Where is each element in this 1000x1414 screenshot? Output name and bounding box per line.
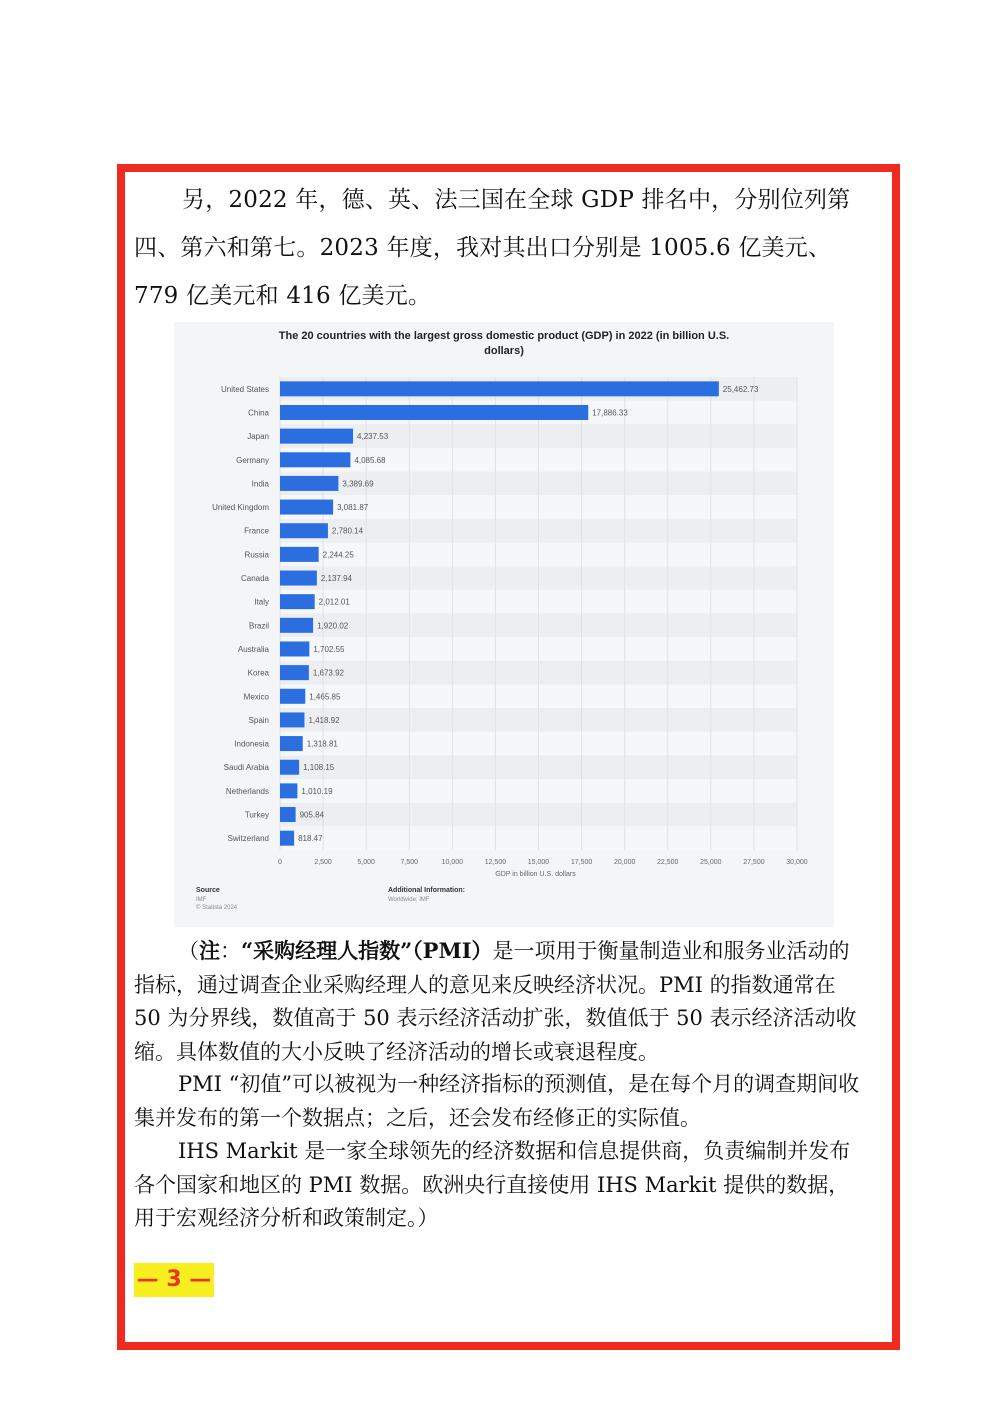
- chart-bar: [280, 571, 317, 586]
- chart-bar: [280, 618, 313, 633]
- chart-value-label: 2,137.94: [320, 574, 352, 584]
- chart-bar: [280, 405, 588, 420]
- note-p1-text: 是一项用于衡量制造业和服务业活动的指标，通过调查企业采购经理人的意见来反映经济状况。PMI 的指数通常在 50 为分界线，数值高于 50 表示经济活动扩张，数值低于 50 表示经济活动收缩。具体数值的大小反映了经济活动的增长或衰退程度。: [134, 939, 857, 1064]
- chart-category-label: Russia: [244, 550, 269, 560]
- chart-category-label: Korea: [247, 668, 269, 678]
- chart-category-label: Indonesia: [234, 739, 269, 749]
- chart-bar: [280, 476, 338, 491]
- chart-value-label: 1,318.81: [306, 739, 338, 749]
- chart-bar: [280, 783, 297, 798]
- chart-bar: [280, 523, 328, 538]
- chart-x-axis-label: GDP in billion U.S. dollars: [495, 871, 576, 878]
- chart-bar: [280, 547, 319, 562]
- chart-title: The 20 countries with the largest gross domestic product (GDP) in 2022 (in billion U.S.: [278, 330, 730, 342]
- chart-value-label: 1,010.19: [301, 786, 333, 796]
- chart-category-label: China: [248, 408, 269, 418]
- chart-value-label: 1,418.92: [308, 715, 340, 725]
- note-paragraph-2: PMI “初值”可以被视为一种经济指标的预测值，是在每个月的调查期间收集并发布的第一个数据点；之后，还会发布经修正的实际值。: [134, 1072, 860, 1130]
- chart-category-label: Netherlands: [225, 786, 269, 796]
- chart-x-tick-label: 0: [278, 859, 282, 866]
- chart-category-label: United States: [220, 384, 269, 394]
- chart-bar: [280, 594, 315, 609]
- chart-bar: [280, 736, 303, 751]
- chart-x-tick-label: 25,000: [700, 859, 722, 866]
- chart-value-label: 2,780.14: [331, 526, 364, 536]
- chart-value-label: 4,237.53: [357, 432, 389, 442]
- chart-value-label: 1,920.02: [317, 621, 349, 631]
- chart-category-label: Japan: [247, 432, 269, 442]
- gdp-bar-chart-svg: [174, 322, 834, 927]
- chart-x-tick-label: 12,500: [484, 859, 507, 866]
- chart-x-tick-label: 2,500: [314, 859, 332, 866]
- chart-value-label: 905.84: [299, 810, 325, 820]
- chart-category-label: France: [244, 526, 269, 536]
- chart-value-label: 17,886.33: [592, 408, 628, 418]
- chart-title: dollars): [484, 345, 524, 357]
- chart-bar: [280, 831, 294, 846]
- chart-x-tick-label: 17,500: [570, 859, 593, 866]
- chart-x-tick-label: 15,000: [527, 859, 550, 866]
- chart-x-tick-label: 7,500: [400, 859, 419, 866]
- chart-bar: [280, 689, 305, 704]
- note-term: “采购经理人指数”（PMI）: [241, 938, 493, 963]
- chart-bar: [280, 641, 309, 656]
- chart-bar: [280, 381, 719, 396]
- chart-category-label: Germany: [236, 455, 269, 465]
- note-paragraph-1: [134, 934, 866, 1069]
- chart-bar: [280, 807, 296, 822]
- chart-value-label: 3,389.69: [342, 479, 374, 489]
- chart-bar: [280, 429, 353, 444]
- note-paragraph-3: IHS Markit 是一家全球领先的经济数据和信息提供商，负责编制并发布各个国家和地区的 PMI 数据。欧洲央行直接使用 IHS Markit 提供的数据，用于宏观经济分析和政策制定。）: [134, 1139, 851, 1230]
- chart-category-label: Spain: [248, 715, 269, 725]
- chart-x-tick-label: 27,500: [743, 859, 765, 866]
- chart-source-text: IMF: [196, 897, 207, 903]
- chart-bar: [280, 712, 304, 727]
- chart-additional-info-label: Additional Information:: [388, 887, 465, 894]
- chart-bar: [280, 665, 309, 680]
- chart-category-label: Saudi Arabia: [223, 763, 269, 773]
- chart-value-label: 3,081.87: [337, 503, 369, 513]
- chart-value-label: 818.47: [298, 834, 323, 844]
- note-label: 注: [199, 938, 220, 963]
- page-number: — 3 —: [134, 1263, 214, 1297]
- chart-value-label: 1,673.92: [312, 668, 344, 678]
- chart-x-tick-label: 20,000: [613, 859, 636, 866]
- chart-category-label: India: [251, 479, 269, 489]
- chart-x-tick-label: 10,000: [441, 859, 464, 866]
- chart-category-label: Brazil: [248, 621, 269, 631]
- chart-value-label: 1,465.85: [309, 692, 341, 702]
- chart-x-tick-label: 22,500: [657, 859, 679, 866]
- chart-value-label: 1,108.15: [303, 763, 335, 773]
- chart-x-tick-label: 30,000: [786, 859, 808, 866]
- chart-source-text: © Statista 2024: [196, 905, 238, 911]
- chart-bar: [280, 500, 333, 515]
- chart-category-label: Italy: [254, 597, 269, 607]
- chart-value-label: 2,012.01: [318, 597, 350, 607]
- chart-category-label: Mexico: [243, 692, 269, 702]
- chart-category-label: Australia: [237, 644, 269, 654]
- note-open-paren: （: [178, 939, 199, 963]
- chart-category-label: Canada: [240, 574, 269, 584]
- chart-value-label: 25,462.73: [722, 384, 759, 394]
- chart-source-label: Source: [196, 887, 220, 894]
- note-colon: ：: [220, 939, 241, 963]
- gdp-bar-chart: [174, 322, 834, 927]
- chart-value-label: 4,085.68: [354, 455, 386, 465]
- chart-category-label: Switzerland: [227, 834, 269, 844]
- chart-value-label: 1,702.55: [313, 644, 345, 654]
- chart-additional-info-text: Worldwide; IMF: [388, 897, 430, 903]
- chart-bar: [280, 452, 350, 467]
- chart-category-label: United Kingdom: [212, 503, 269, 513]
- chart-category-label: Turkey: [244, 810, 269, 820]
- chart-value-label: 2,244.25: [322, 550, 354, 560]
- chart-bar: [280, 760, 299, 775]
- intro-paragraph: 另，2022 年，德、英、法三国在全球 GDP 排名中，分别位列第四、第六和第七。2023 年度，我对其出口分别是 1005.6 亿美元、779 亿美元和 416 亿美元。: [134, 187, 851, 309]
- chart-x-tick-label: 5,000: [357, 859, 375, 866]
